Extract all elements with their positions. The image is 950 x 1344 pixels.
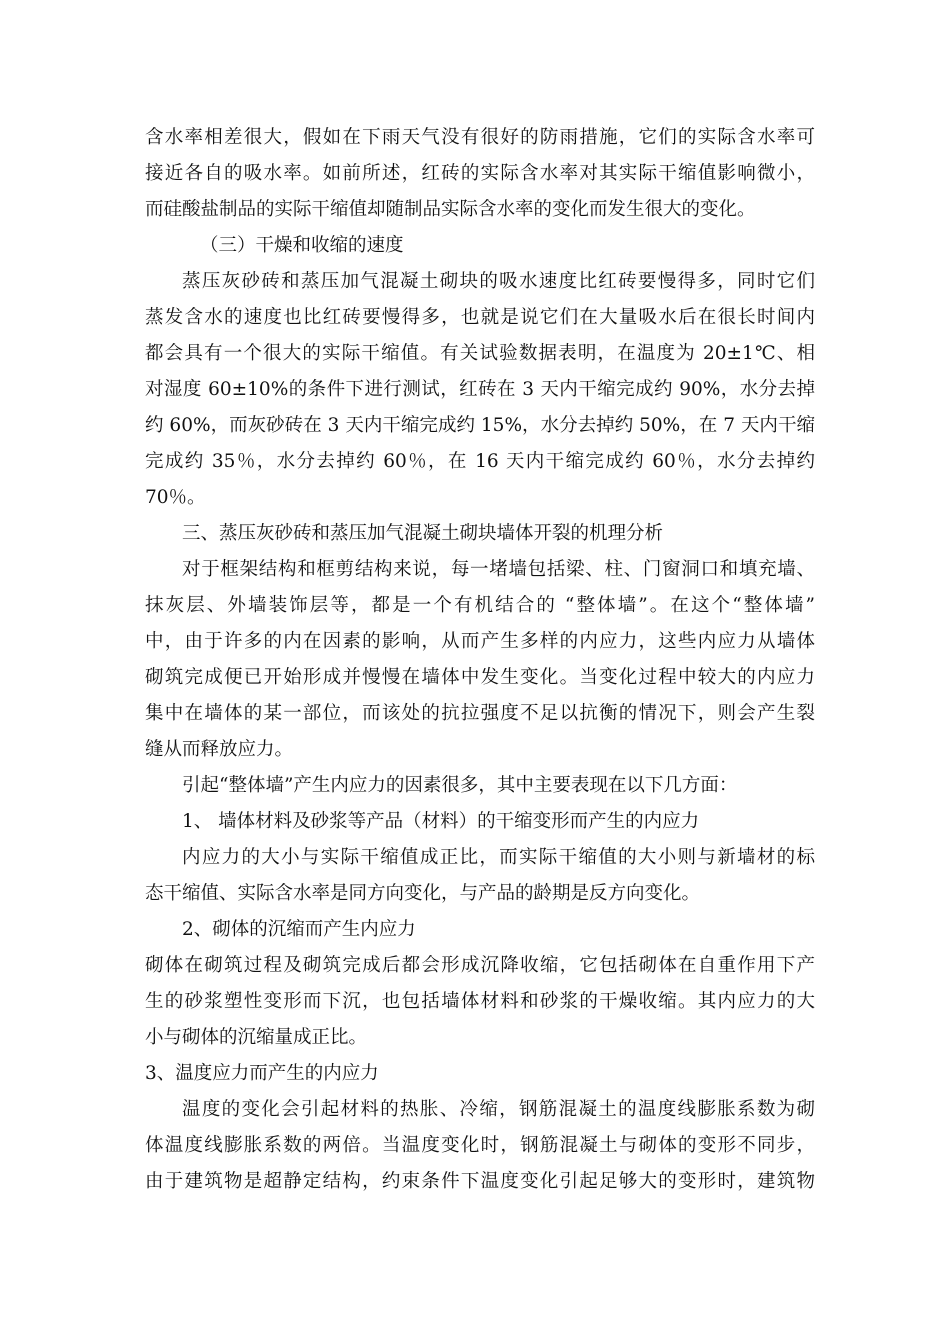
text-line: 集中在墙体的某一部位，而该处的抗拉强度不足以抗衡的情况下，则会产生裂 <box>145 703 815 724</box>
text-line: 体温度线膨胀系数的两倍。当温度变化时，钢筋混凝土与砌体的变形不同步， <box>145 1135 815 1156</box>
text-line: 对于框架结构和框剪结构来说，每一堵墙包括梁、柱、门窗洞口和填充墙、 <box>182 559 815 580</box>
text-line: 由于建筑物是超静定结构，约束条件下温度变化引起足够大的变形时，建筑物 <box>145 1171 815 1192</box>
subsection-heading: 1、 墙体材料及砂浆等产品（材料）的干缩变形而产生的内应力 <box>182 811 700 832</box>
text-line: 态干缩值、实际含水率是同方向变化，与产品的龄期是反方向变化。 <box>145 883 701 904</box>
text-line: 对湿度 60±10%的条件下进行测试，红砖在 3 天内干缩完成约 90%，水分去掉 <box>145 379 815 400</box>
text-line: 内应力的大小与实际干缩值成正比，而实际干缩值的大小则与新墙材的标 <box>182 847 815 868</box>
text-line: 蒸发含水的速度也比红砖要慢得多，也就是说它们在大量吸水后在很长时间内 <box>145 307 815 328</box>
text-line: 完成约 35％，水分去掉约 60％，在 16 天内干缩完成约 60％，水分去掉约 <box>145 451 815 472</box>
section-heading: 三、蒸压灰砂砖和蒸压加气混凝土砌块墙体开裂的机理分析 <box>182 523 664 544</box>
text-line: 约 60%，而灰砂砖在 3 天内干缩完成约 15%，水分去掉约 50%，在 7 天内干缩 <box>145 415 815 436</box>
text-line: 而硅酸盐制品的实际干缩值却随制品实际含水率的变化而发生很大的变化。 <box>145 199 756 220</box>
text-line: 砌筑完成便已开始形成并慢慢在墙体中发生变化。当变化过程中较大的内应力 <box>145 667 815 688</box>
text-line: 接近各自的吸水率。如前所述，红砖的实际含水率对其实际干缩值影响微小， <box>145 163 815 184</box>
subsection-heading: 3、温度应力而产生的内应力 <box>145 1063 379 1084</box>
text-line: 温度的变化会引起材料的热胀、冷缩，钢筋混凝土的温度线膨胀系数为砌 <box>182 1099 815 1120</box>
text-line: 引起“整体墙”产生内应力的因素很多，其中主要表现在以下几方面： <box>182 775 738 796</box>
text-line: 砌体在砌筑过程及砌筑完成后都会形成沉降收缩，它包括砌体在自重作用下产 <box>145 955 815 976</box>
text-line: 缝从而释放应力。 <box>145 739 294 760</box>
subsection-heading: 2、砌体的沉缩而产生内应力 <box>182 919 416 940</box>
text-line: 中，由于许多的内在因素的影响，从而产生多样的内应力，这些内应力从墙体 <box>145 631 815 652</box>
text-line: 70％。 <box>145 487 206 508</box>
text-line: 抹灰层、外墙装饰层等，都是一个有机结合的 “整体墙”。在这个“整体墙” <box>145 595 815 616</box>
text-line: 蒸压灰砂砖和蒸压加气混凝土砌块的吸水速度比红砖要慢得多，同时它们 <box>182 271 815 292</box>
text-line: 都会具有一个很大的实际干缩值。有关试验数据表明，在温度为 20±1℃、相 <box>145 343 815 364</box>
text-line: 含水率相差很大，假如在下雨天气没有很好的防雨措施，它们的实际含水率可 <box>145 127 815 148</box>
text-line: 生的砂浆塑性变形而下沉，也包括墙体材料和砂浆的干燥收缩。其内应力的大 <box>145 991 815 1012</box>
text-line: 小与砌体的沉缩量成正比。 <box>145 1027 368 1048</box>
section-heading: （三）干燥和收缩的速度 <box>200 235 404 256</box>
